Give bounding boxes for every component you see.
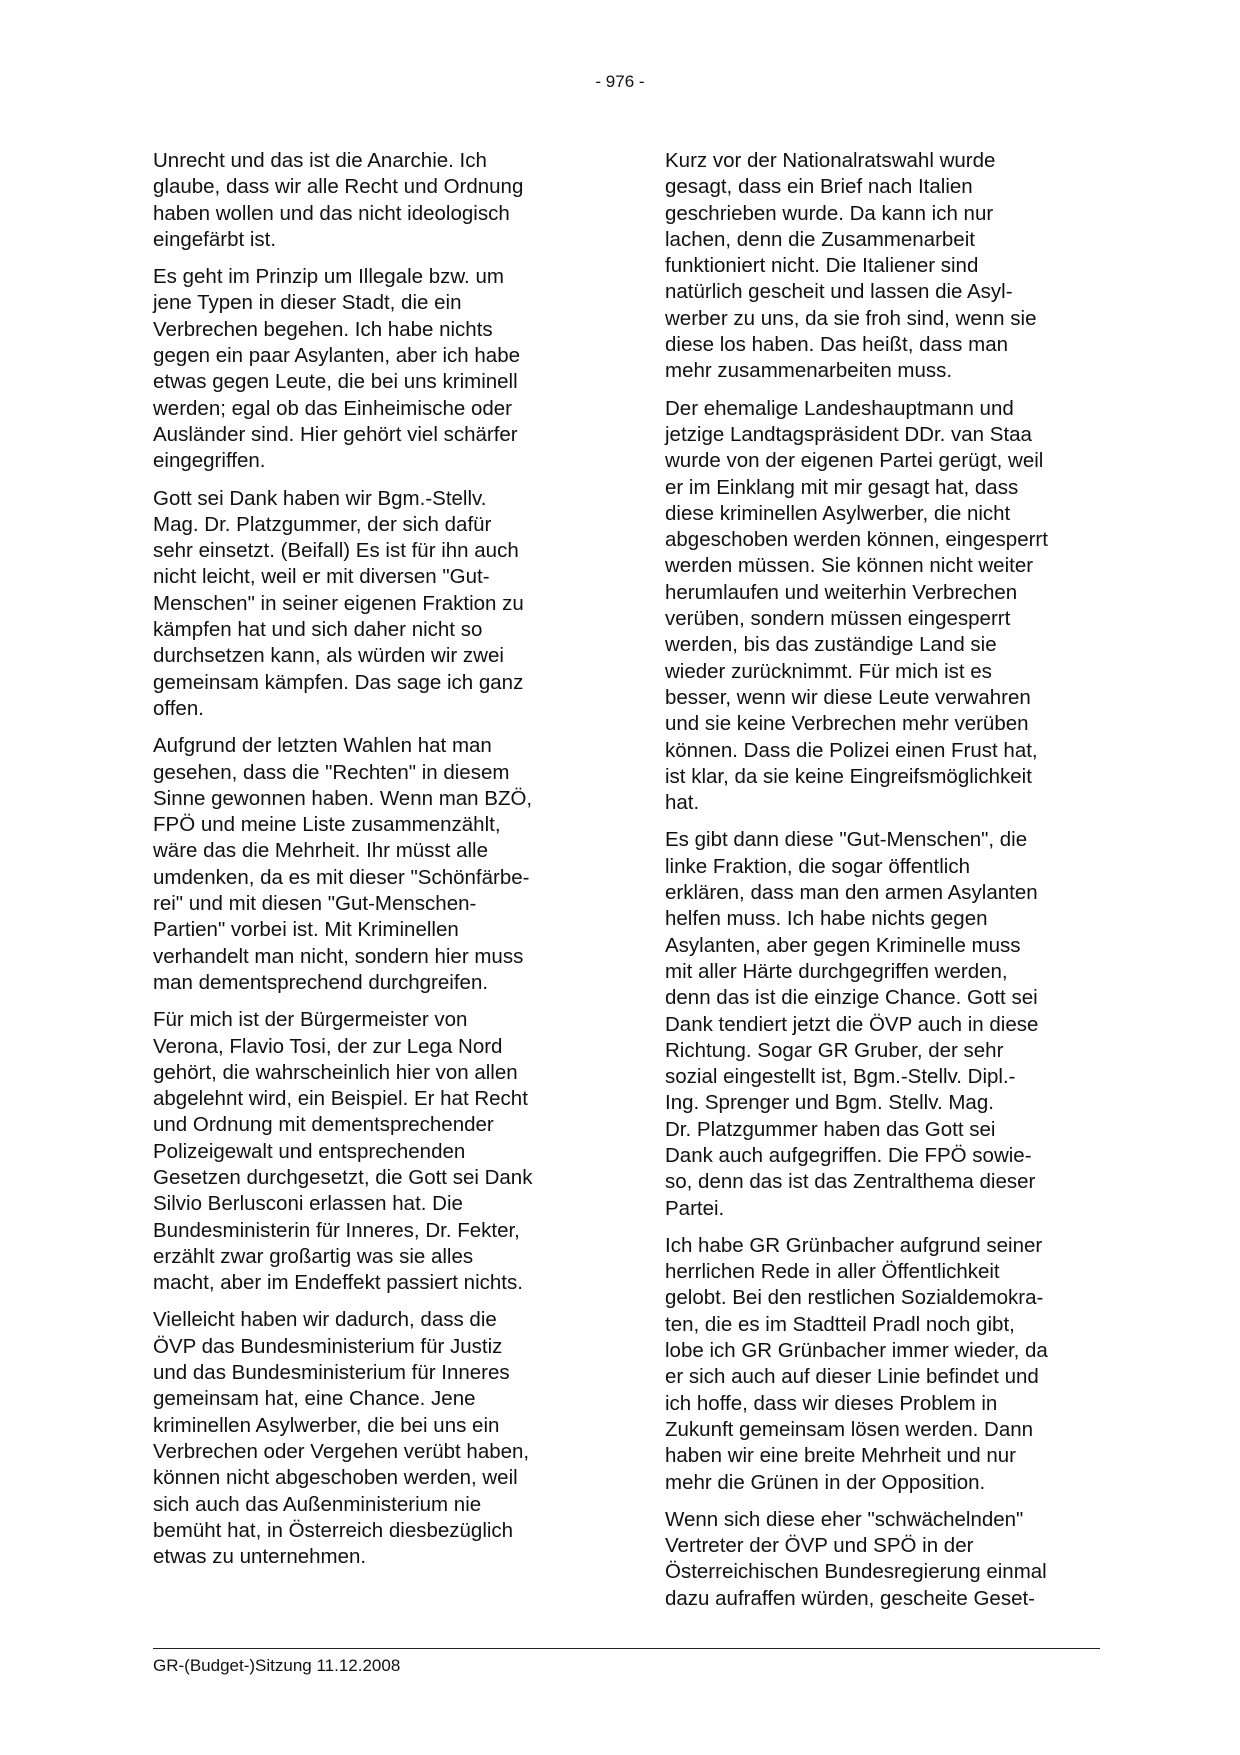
- text-line: werden müssen. Sie können nicht weiter: [665, 554, 1034, 578]
- paragraph: [665, 396, 1105, 817]
- text-line: Gesetzen durchgesetzt, die Gott sei Dank: [153, 1165, 533, 1189]
- text-line: linke Fraktion, die sogar öffentlich: [665, 854, 971, 878]
- text-line: jene Typen in dieser Stadt, die ein: [153, 291, 462, 315]
- left-column: [153, 148, 593, 1581]
- text-line: Österreichischen Bundesregierung einmal: [665, 1560, 1047, 1584]
- text-line: haben wir eine breite Mehrheit und nur: [665, 1444, 1016, 1468]
- text-line: werber zu uns, da sie froh sind, wenn sie: [665, 306, 1037, 330]
- text-line: geschrieben wurde. Da kann ich nur: [665, 201, 994, 225]
- text-line: gemeinsam kämpfen. Das sage ich ganz: [153, 670, 524, 694]
- text-line: Polizeigewalt und entsprechenden: [153, 1139, 466, 1163]
- text-line: werden, bis das zuständige Land sie: [665, 633, 997, 657]
- text-line: können nicht abgeschoben werden, weil: [153, 1466, 518, 1490]
- text-line: mehr die Grünen in der Opposition.: [665, 1470, 986, 1494]
- text-line: gehört, die wahrscheinlich hier von allen: [153, 1060, 518, 1084]
- text-line: erzählt zwar großartig was sie alles: [153, 1244, 474, 1268]
- text-line: sehr einsetzt. (Beifall) Es ist für ihn auch: [153, 539, 519, 563]
- text-line: Unrecht und das ist die Anarchie. Ich: [153, 149, 487, 172]
- text-line: diese kriminellen Asylwerber, die nicht: [665, 501, 1011, 525]
- text-line: mehr zusammenarbeiten muss.: [665, 359, 953, 383]
- text-line: Dr. Platzgummer haben das Gott sei: [665, 1117, 996, 1141]
- text-line: und das Bundesministerium für Inneres: [153, 1361, 510, 1385]
- paragraph: [153, 148, 593, 253]
- text-line: können. Dass die Polizei einen Frust hat,: [665, 738, 1038, 762]
- text-line: herumlaufen und weiterhin Verbrechen: [665, 580, 1018, 604]
- text-line: Ing. Sprenger und Bgm. Stellv. Mag.: [665, 1091, 994, 1115]
- text-line: lobe ich GR Grünbacher immer wieder, da: [665, 1339, 1048, 1363]
- text-line: macht, aber im Endeffekt passiert nichts.: [153, 1271, 523, 1295]
- text-line: Sinne gewonnen haben. Wenn man BZÖ,: [153, 786, 533, 810]
- text-line: gesagt, dass ein Brief nach Italien: [665, 175, 973, 199]
- text-line: glaube, dass wir alle Recht und Ordnung: [153, 175, 524, 199]
- text-line: sozial eingestellt ist, Bgm.-Stellv. Dipl.-: [665, 1065, 1016, 1089]
- text-line: Verona, Flavio Tosi, der zur Lega Nord: [153, 1034, 503, 1058]
- text-line: ten, die es im Stadtteil Pradl noch gibt,: [665, 1312, 1015, 1336]
- text-line: erklären, dass man den armen Asylanten: [665, 881, 1038, 905]
- text-line: helfen muss. Ich habe nichts gegen: [665, 907, 988, 931]
- text-line: rei" und mit diesen "Gut-Menschen-: [153, 892, 477, 916]
- text-line: diese los haben. Das heißt, dass man: [665, 333, 1008, 357]
- text-line: so, denn das ist das Zentralthema dieser: [665, 1170, 1036, 1194]
- text-line: durchsetzen kann, als würden wir zwei: [153, 644, 504, 668]
- text-line: haben wollen und das nicht ideologisch: [153, 201, 510, 225]
- text-line: hat.: [665, 791, 700, 815]
- text-line: eingefärbt ist.: [153, 227, 277, 251]
- text-line: Wenn sich diese eher "schwächelnden": [665, 1507, 1024, 1531]
- text-line: Zukunft gemeinsam lösen werden. Dann: [665, 1417, 1034, 1441]
- text-line: er sich auch auf dieser Linie befindet und: [665, 1365, 1039, 1389]
- text-line: Ich habe GR Grünbacher aufgrund seiner: [665, 1233, 1043, 1257]
- text-line: kämpfen hat und sich daher nicht so: [153, 618, 483, 642]
- text-line: Menschen" in seiner eigenen Fraktion zu: [153, 591, 524, 615]
- text-line: FPÖ und meine Liste zusammenzählt,: [153, 813, 501, 837]
- text-line: Aufgrund der letzten Wahlen hat man: [153, 734, 492, 758]
- text-line: herrlichen Rede in aller Öffentlichkeit: [665, 1260, 1000, 1284]
- text-line: gesehen, dass die "Rechten" in diesem: [153, 760, 510, 784]
- paragraph: [153, 1307, 593, 1570]
- text-line: gegen ein paar Asylanten, aber ich habe: [153, 344, 520, 368]
- text-line: ÖVP das Bundesministerium für Justiz: [153, 1334, 503, 1358]
- footer-divider: [153, 1648, 1100, 1649]
- text-line: lachen, denn die Zusammenarbeit: [665, 227, 975, 251]
- text-line: wäre das die Mehrheit. Ihr müsst alle: [153, 839, 488, 863]
- text-line: Für mich ist der Bürgermeister von: [153, 1008, 468, 1032]
- text-line: er im Einklang mit mir gesagt hat, dass: [665, 475, 1019, 499]
- paragraph: [153, 1007, 593, 1296]
- right-column: [665, 148, 1105, 1623]
- text-line: offen.: [153, 696, 204, 720]
- text-line: umdenken, da es mit dieser "Schönfärbe-: [153, 865, 530, 889]
- text-line: Mag. Dr. Platzgummer, der sich dafür: [153, 512, 492, 536]
- text-line: mit aller Härte durchgegriffen werden,: [665, 959, 1008, 983]
- text-line: sich auch das Außenministerium nie: [153, 1492, 482, 1516]
- text-line: Es gibt dann diese "Gut-Menschen", die: [665, 828, 1028, 852]
- text-line: verhandelt man nicht, sondern hier muss: [153, 944, 524, 968]
- text-line: wieder zurücknimmt. Für mich ist es: [665, 659, 992, 683]
- paragraph: [153, 486, 593, 723]
- text-line: und Ordnung mit dementsprechender: [153, 1113, 494, 1137]
- text-line: Vielleicht haben wir dadurch, dass die: [153, 1308, 497, 1332]
- text-line: verüben, sondern müssen eingesperrt: [665, 607, 1011, 631]
- text-line: besser, wenn wir diese Leute verwahren: [665, 685, 1031, 709]
- text-line: gelobt. Bei den restlichen Sozialdemokra-: [665, 1286, 1044, 1310]
- text-line: etwas gegen Leute, die bei uns kriminell: [153, 370, 518, 394]
- text-line: und sie keine Verbrechen mehr verüben: [665, 712, 1029, 736]
- text-line: natürlich gescheit und lassen die Asyl-: [665, 280, 1013, 304]
- text-line: kriminellen Asylwerber, die bei uns ein: [153, 1413, 500, 1437]
- text-line: ist klar, da sie keine Eingreifsmöglichkeit: [665, 764, 1032, 788]
- text-line: Der ehemalige Landeshauptmann und: [665, 396, 1014, 420]
- footer-session-label: GR-(Budget-)Sitzung 11.12.2008: [153, 1656, 401, 1675]
- text-line: man dementsprechend durchgreifen.: [153, 970, 489, 994]
- text-line: Silvio Berlusconi erlassen hat. Die: [153, 1192, 463, 1216]
- paragraph: [665, 1507, 1105, 1612]
- text-line: wurde von der eigenen Partei gerügt, weil: [665, 449, 1044, 473]
- text-line: eingegriffen.: [153, 449, 266, 473]
- text-line: Ausländer sind. Hier gehört viel schärfer: [153, 422, 518, 446]
- text-line: jetzige Landtagspräsident DDr. van Staa: [665, 422, 1032, 446]
- paragraph: [153, 733, 593, 996]
- paragraph: [665, 148, 1105, 385]
- paragraph: [665, 1233, 1105, 1496]
- text-line: Kurz vor der Nationalratswahl wurde: [665, 149, 996, 172]
- text-line: Asylanten, aber gegen Kriminelle muss: [665, 933, 1021, 957]
- text-line: ich hoffe, dass wir dieses Problem in: [665, 1391, 998, 1415]
- text-line: abgelehnt wird, ein Beispiel. Er hat Recht: [153, 1087, 528, 1111]
- paragraph: [665, 827, 1105, 1221]
- text-line: werden; egal ob das Einheimische oder: [153, 396, 512, 420]
- text-line: gemeinsam hat, eine Chance. Jene: [153, 1387, 476, 1411]
- text-line: Richtung. Sogar GR Gruber, der sehr: [665, 1038, 1004, 1062]
- text-line: Partien" vorbei ist. Mit Kriminellen: [153, 918, 459, 942]
- text-line: Verbrechen oder Vergehen verübt haben,: [153, 1439, 530, 1463]
- text-line: dazu aufraffen würden, gescheite Geset-: [665, 1586, 1035, 1610]
- text-line: bemüht hat, in Österreich diesbezüglich: [153, 1518, 514, 1542]
- text-line: Vertreter der ÖVP und SPÖ in der: [665, 1534, 974, 1558]
- text-line: Partei.: [665, 1196, 725, 1220]
- text-line: Bundesministerin für Inneres, Dr. Fekter,: [153, 1218, 520, 1242]
- text-line: Dank auch aufgegriffen. Die FPÖ sowie-: [665, 1143, 1032, 1167]
- text-line: Dank tendiert jetzt die ÖVP auch in diese: [665, 1012, 1039, 1036]
- text-line: abgeschoben werden können, eingesperrt: [665, 528, 1048, 552]
- text-line: nicht leicht, weil er mit diversen "Gut-: [153, 565, 490, 589]
- text-line: Gott sei Dank haben wir Bgm.-Stellv.: [153, 486, 487, 510]
- text-line: etwas zu unternehmen.: [153, 1545, 367, 1569]
- text-line: funktioniert nicht. Die Italiener sind: [665, 254, 979, 278]
- text-line: Es geht im Prinzip um Illegale bzw. um: [153, 265, 504, 289]
- page-number: - 976 -: [595, 72, 645, 91]
- text-line: Verbrechen begehen. Ich habe nichts: [153, 317, 493, 341]
- text-line: denn das ist die einzige Chance. Gott sei: [665, 986, 1038, 1010]
- paragraph: [153, 264, 593, 474]
